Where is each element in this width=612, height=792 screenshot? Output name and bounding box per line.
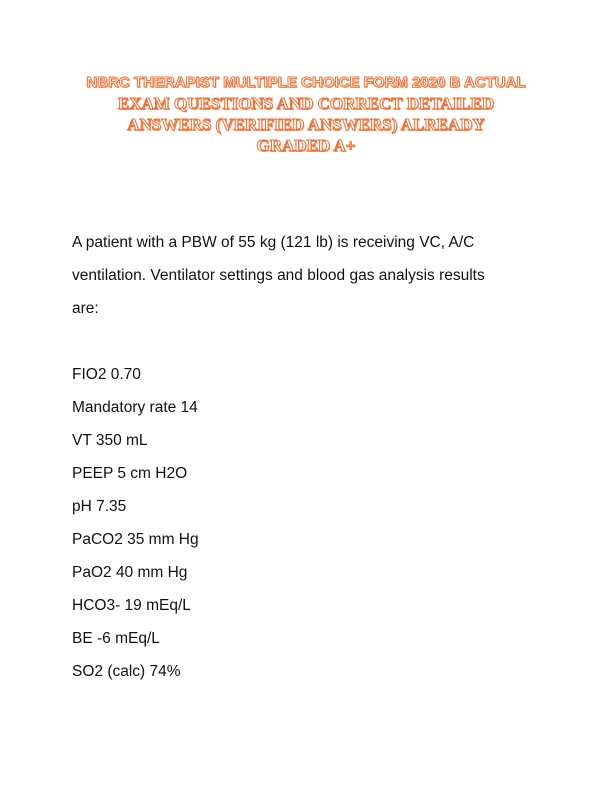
paragraph-spacer xyxy=(72,325,542,358)
title-line-4: GRADED A+ xyxy=(256,136,356,155)
document-title xyxy=(56,72,556,156)
value-item-paco2: PaCO2 35 mm Hg xyxy=(72,531,199,548)
question-line-2: ventilation. Ventilator settings and blood gas analysis results xyxy=(72,267,485,284)
question-line-1: A patient with a PBW of 55 kg (121 lb) is receiving VC, A/C xyxy=(72,234,475,251)
title-line-2: EXAM QUESTIONS AND CORRECT DETAILED xyxy=(117,94,495,113)
settings-and-results-list xyxy=(72,358,542,688)
value-item-ph: pH 7.35 xyxy=(72,498,127,515)
question-body xyxy=(72,226,542,688)
value-item-peep: PEEP 5 cm H2O xyxy=(72,465,188,482)
value-item-fio2: FIO2 0.70 xyxy=(72,366,141,383)
value-item-be: BE -6 mEq/L xyxy=(72,630,160,647)
value-item-so2: SO2 (calc) 74% xyxy=(72,663,181,680)
value-item-vt: VT 350 mL xyxy=(72,432,148,449)
title-line-3: ANSWERS (VERIFIED ANSWERS) ALREADY xyxy=(127,115,485,134)
value-item-pao2: PaO2 40 mm Hg xyxy=(72,564,188,581)
value-item-hco3: HCO3- 19 mEq/L xyxy=(72,597,191,614)
question-line-3: are: xyxy=(72,300,99,317)
value-item-mandatory-rate: Mandatory rate 14 xyxy=(72,399,198,416)
title-line-1: NBRC THERAPIST MULTIPLE CHOICE FORM 2020 B ACTUAL xyxy=(86,74,526,91)
